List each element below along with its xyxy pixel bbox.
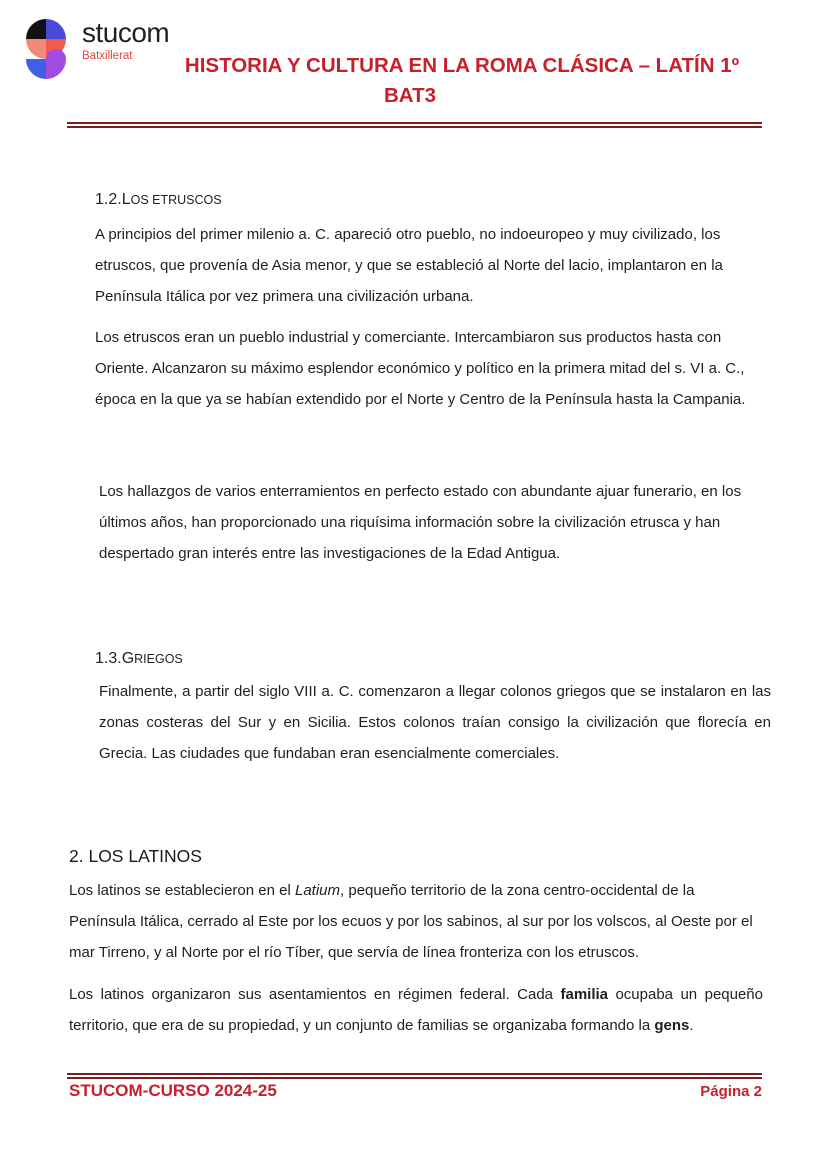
stucom-logo-icon — [24, 17, 68, 81]
bold-gens: gens — [654, 1017, 690, 1034]
subsection-number: 1.2. — [95, 191, 122, 208]
paragraph: A principios del primer milenio a. C. apareció otro pueblo, no indoeuropeo y muy civilizado, los etruscos, que provenía de Asia menor, y que se estableció al Norte del lacio, implantaron en la Península Itálica por vez primera una civilización urbana. — [95, 226, 723, 305]
logo-subtitle: Batxillerat — [82, 50, 133, 62]
subsection-initial: G — [121, 650, 135, 667]
header-title-line2: BAT3 — [383, 84, 436, 107]
subsection-title: RIEGOS — [134, 652, 183, 666]
text-run: Los latinos organizaron sus asentamientos en régimen federal. Cada — [69, 986, 561, 1003]
paragraph — [69, 979, 763, 1041]
text-run: . — [689, 1017, 694, 1034]
footer-rule — [67, 1073, 762, 1079]
paragraph: Los etruscos eran un pueblo industrial y comerciante. Intercambiaron sus productos hasta con Oriente. Alcanzaron su máximo esplendor económico y político en la primera mitad del s. VI a. C., época en la que ya se habían extendido por el Norte y Centro de la Península hasta la Campania. — [95, 329, 746, 408]
page-number: Página 2 — [700, 1083, 762, 1100]
header-title: HISTORIA Y CULTURA EN LA ROMA CLÁSICA – LATÍN 1º — [184, 54, 740, 77]
header-rule — [67, 122, 762, 128]
text-run: , pequeño territorio de la zona centro-occidental de la Península Itálica, cerrado al Este por los ecuos y por los sabinos, al sur por los volscos, al Oeste por el mar Tirreno, y al Norte por el río Tíber, que servía de línea fronteriza con los etruscos. — [69, 882, 753, 961]
subsection-heading-etruscos — [95, 191, 222, 209]
text-run: ocupaba un pequeño territorio, que era de su propiedad, y un conjunto de familias se organizaba formando la — [69, 986, 763, 1034]
paragraph: Finalmente, a partir del siglo VIII a. C. comenzaron a llegar colonos griegos que se instalaron en las zonas costeras del Sur y en Sicilia. Estos colonos traían consigo la civilización que florecía en Grecia. Las ciudades que fundaban eran esencialmente comerciales. — [99, 683, 771, 762]
subsection-number: 1.3. — [95, 650, 122, 667]
subsection-heading-griegos — [95, 650, 183, 668]
subsection-title: OS ETRUSCOS — [130, 193, 222, 207]
paragraph: Los hallazgos de varios enterramientos en perfecto estado con abundante ajuar funerario, en los últimos años, han proporcionado una riquísima información sobre la civilización etrusca y han despertado gran interés entre las investigaciones de la Edad Antigua. — [99, 483, 742, 562]
footer-course: STUCOM-CURSO 2024-25 — [69, 1081, 277, 1100]
emphasis-latium: Latium — [294, 882, 341, 899]
subsection-initial: L — [121, 191, 131, 208]
section-heading: 2. LOS LATINOS — [69, 846, 202, 866]
paragraph — [69, 875, 763, 968]
bold-familia: familia — [560, 986, 609, 1003]
text-run: Los latinos se establecieron en el — [69, 882, 295, 899]
logo-name: stucom — [82, 17, 170, 48]
